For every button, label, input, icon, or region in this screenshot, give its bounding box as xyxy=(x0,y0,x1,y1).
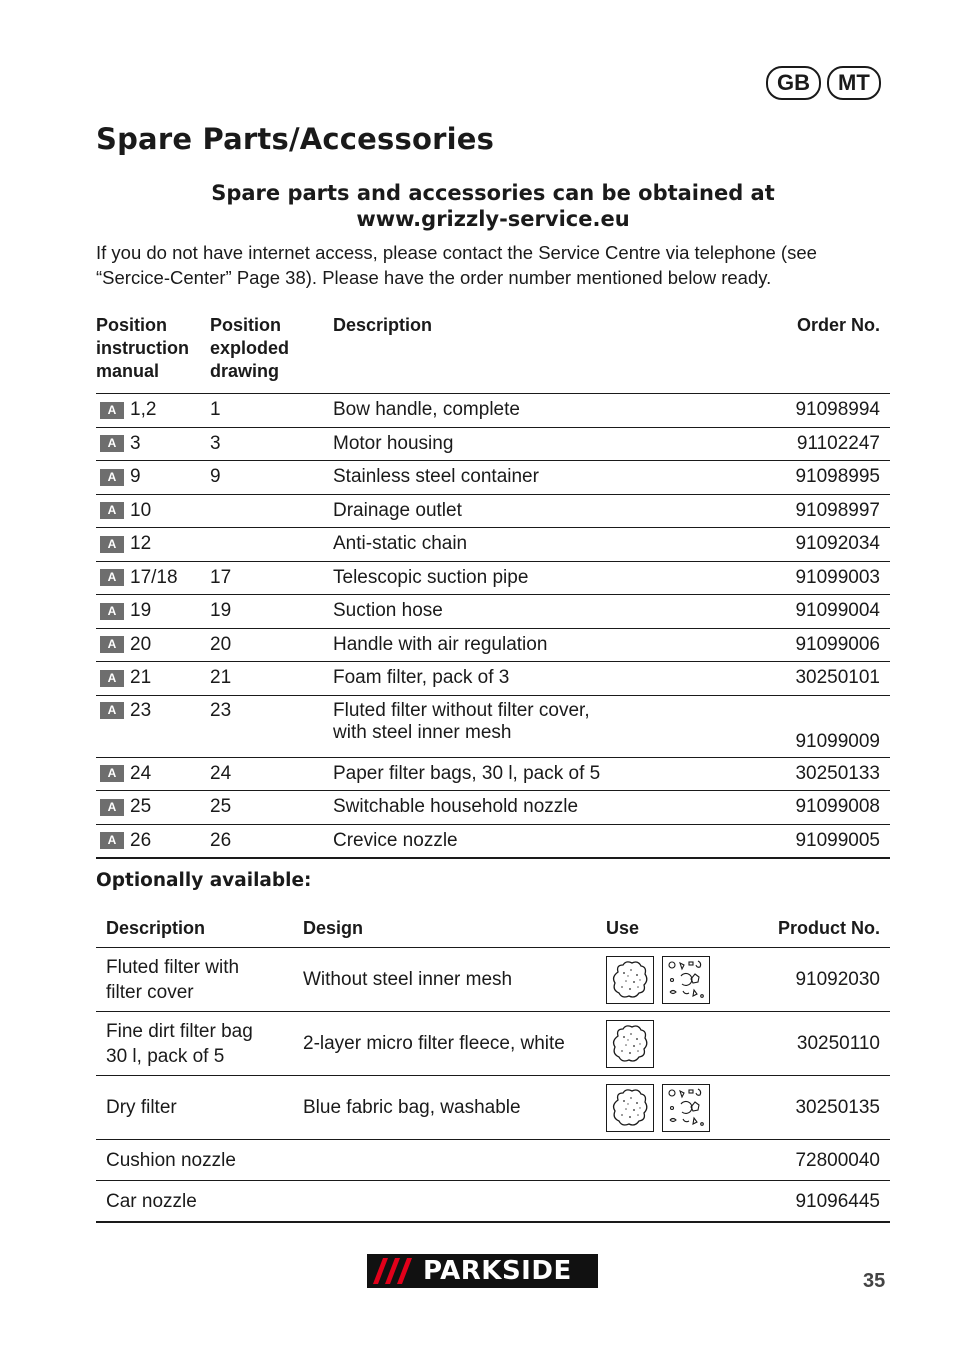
description-line: Switchable household nozzle xyxy=(333,796,579,818)
position-drawing-cell: 20 xyxy=(210,628,333,662)
figure-a-marker: A xyxy=(100,502,124,519)
table-header-row xyxy=(96,918,890,948)
position-drawing-cell: 19 xyxy=(210,595,333,629)
description-cell xyxy=(333,394,713,428)
use-icons xyxy=(606,1084,746,1132)
position-drawing-cell: 3 xyxy=(210,427,333,461)
description-line: Crevice nozzle xyxy=(333,829,458,851)
position-manual-cell xyxy=(96,791,210,825)
position-manual-cell xyxy=(96,695,210,757)
position-manual-value: 25 xyxy=(130,796,152,818)
subheading-line: Spare parts and accessories can be obtained at xyxy=(211,181,775,205)
language-badge-mt: MT xyxy=(827,66,881,100)
table-row xyxy=(96,1140,890,1181)
figure-a-marker: A xyxy=(100,536,124,553)
product-number-cell: 30250135 xyxy=(746,1076,890,1140)
design-cell xyxy=(293,1181,596,1223)
table-row xyxy=(96,528,890,562)
figure-a-marker: A xyxy=(100,603,124,620)
use-cell xyxy=(596,1012,746,1076)
figure-a-marker: A xyxy=(100,569,124,586)
use-cell xyxy=(596,1181,746,1223)
position-manual-cell xyxy=(96,662,210,696)
figure-a-marker: A xyxy=(100,670,124,687)
description-cell xyxy=(333,561,713,595)
description-line: Fluted filter with xyxy=(106,956,240,978)
order-number-cell: 91099004 xyxy=(713,595,890,629)
description-cell xyxy=(333,494,713,528)
table-row xyxy=(96,695,890,757)
position-manual-value: 24 xyxy=(130,762,152,784)
description-cell xyxy=(333,461,713,495)
table-row xyxy=(96,394,890,428)
language-badges xyxy=(766,66,881,100)
position-manual-value: 10 xyxy=(130,499,152,521)
col-header-description: Description xyxy=(333,314,713,394)
col-header-position-drawing: Position exploded drawing xyxy=(210,314,333,394)
table-row xyxy=(96,561,890,595)
dust-icon xyxy=(606,1020,654,1068)
order-number-cell: 91098994 xyxy=(713,394,890,428)
figure-a-marker: A xyxy=(100,702,124,719)
position-manual-value: 12 xyxy=(130,533,152,555)
description-cell xyxy=(333,824,713,858)
brand-name: PARKSIDE xyxy=(423,1256,572,1286)
table-row xyxy=(96,628,890,662)
description-line: Telescopic suction pipe xyxy=(333,566,529,588)
description-cell xyxy=(333,427,713,461)
table-row xyxy=(96,1012,890,1076)
position-drawing-cell xyxy=(210,494,333,528)
design-cell xyxy=(293,1140,596,1181)
design-cell: Without steel inner mesh xyxy=(293,948,596,1012)
position-manual-value: 20 xyxy=(130,633,152,655)
col-header-design: Design xyxy=(293,918,596,948)
description-line: Motor housing xyxy=(333,432,454,454)
table-row xyxy=(96,757,890,791)
description-line: 30 l, pack of 5 xyxy=(106,1045,225,1067)
position-drawing-cell: 24 xyxy=(210,757,333,791)
description-cell xyxy=(333,662,713,696)
description-cell xyxy=(96,1181,293,1223)
position-manual-value: 26 xyxy=(130,829,152,851)
description-line: Car nozzle xyxy=(106,1190,197,1212)
description-cell xyxy=(96,1140,293,1181)
position-manual-cell xyxy=(96,494,210,528)
position-manual-cell xyxy=(96,757,210,791)
description-line: Drainage outlet xyxy=(333,499,462,521)
col-header-position-manual: Position instruction manual xyxy=(96,314,210,394)
description-cell xyxy=(96,948,293,1012)
description-line: Suction hose xyxy=(333,600,443,622)
figure-a-marker: A xyxy=(100,636,124,653)
position-manual-value: 17/18 xyxy=(130,566,178,588)
figure-a-marker: A xyxy=(100,469,124,486)
figure-a-marker: A xyxy=(100,799,124,816)
position-manual-cell xyxy=(96,394,210,428)
position-manual-cell xyxy=(96,595,210,629)
position-manual-cell xyxy=(96,461,210,495)
col-header-product-no: Product No. xyxy=(746,918,890,948)
order-number-cell: 91102247 xyxy=(713,427,890,461)
use-cell xyxy=(596,948,746,1012)
table-row xyxy=(96,948,890,1012)
table-row xyxy=(96,662,890,696)
description-cell xyxy=(96,1012,293,1076)
position-drawing-cell: 9 xyxy=(210,461,333,495)
product-number-cell: 30250110 xyxy=(746,1012,890,1076)
page-title: Spare Parts/Accessories xyxy=(96,122,495,156)
description-line: Fine dirt filter bag xyxy=(106,1020,253,1042)
subheading xyxy=(96,180,890,232)
order-number-cell: 30250133 xyxy=(713,757,890,791)
use-cell xyxy=(596,1076,746,1140)
order-number-cell: 91098995 xyxy=(713,461,890,495)
use-icons xyxy=(606,1020,746,1068)
order-number-cell: 91092034 xyxy=(713,528,890,562)
service-url: www.grizzly-service.eu xyxy=(356,207,630,231)
spare-parts-table xyxy=(96,314,890,859)
table-row xyxy=(96,1076,890,1140)
dust-icon xyxy=(606,956,654,1004)
position-drawing-cell: 21 xyxy=(210,662,333,696)
intro-line: If you do not have internet access, please contact the Service Centre via telephone (see xyxy=(96,242,817,263)
intro-paragraph xyxy=(96,240,890,290)
intro-line: “Sercice-Center” Page 38). Please have the order number mentioned below ready. xyxy=(96,267,772,288)
language-badge-gb: GB xyxy=(766,66,821,100)
page-number: 35 xyxy=(863,1270,886,1292)
table-row xyxy=(96,595,890,629)
table-row xyxy=(96,461,890,495)
order-number-cell: 30250101 xyxy=(713,662,890,696)
description-cell xyxy=(333,757,713,791)
product-number-cell: 72800040 xyxy=(746,1140,890,1181)
logo-stripes-icon xyxy=(367,1254,423,1288)
col-header-use: Use xyxy=(596,918,746,948)
optional-heading: Optionally available: xyxy=(96,870,312,891)
description-line: with steel inner mesh xyxy=(333,721,512,743)
table-row xyxy=(96,791,890,825)
design-cell: 2-layer micro filter fleece, white xyxy=(293,1012,596,1076)
description-line: filter cover xyxy=(106,981,194,1003)
use-icons xyxy=(606,956,746,1004)
position-manual-value: 1,2 xyxy=(130,399,157,421)
table-row xyxy=(96,494,890,528)
description-line: Bow handle, complete xyxy=(333,399,520,421)
position-drawing-cell: 23 xyxy=(210,695,333,757)
dust-icon xyxy=(606,1084,654,1132)
description-line: Cushion nozzle xyxy=(106,1149,236,1171)
order-number-cell: 91099006 xyxy=(713,628,890,662)
table-row xyxy=(96,824,890,858)
order-number-cell: 91099005 xyxy=(713,824,890,858)
description-line: Dry filter xyxy=(106,1097,177,1118)
description-line: Handle with air regulation xyxy=(333,633,548,655)
figure-a-marker: A xyxy=(100,435,124,452)
design-cell: Blue fabric bag, washable xyxy=(293,1076,596,1140)
position-manual-value: 9 xyxy=(130,466,141,488)
position-manual-cell xyxy=(96,528,210,562)
description-line: Stainless steel container xyxy=(333,466,539,488)
col-header-description: Description xyxy=(96,918,293,948)
position-manual-value: 3 xyxy=(130,432,141,454)
product-number-cell: 91096445 xyxy=(746,1181,890,1223)
description-line: Anti-static chain xyxy=(333,533,468,555)
description-line: Fluted filter without filter cover, xyxy=(333,699,590,721)
description-line: Foam filter, pack of 3 xyxy=(333,667,510,689)
position-manual-cell xyxy=(96,824,210,858)
position-manual-value: 23 xyxy=(130,699,152,721)
figure-a-marker: A xyxy=(100,832,124,849)
description-cell xyxy=(333,595,713,629)
description-cell xyxy=(333,695,713,757)
position-drawing-cell: 25 xyxy=(210,791,333,825)
position-manual-cell xyxy=(96,427,210,461)
description-cell xyxy=(333,628,713,662)
position-drawing-cell xyxy=(210,528,333,562)
order-number-cell: 91099003 xyxy=(713,561,890,595)
position-drawing-cell: 1 xyxy=(210,394,333,428)
order-number-cell: 91099009 xyxy=(713,695,890,757)
product-number-cell: 91092030 xyxy=(746,948,890,1012)
order-number-cell: 91098997 xyxy=(713,494,890,528)
description-line: Paper filter bags, 30 l, pack of 5 xyxy=(333,762,601,784)
description-cell xyxy=(96,1076,293,1140)
description-cell xyxy=(333,791,713,825)
order-number-cell: 91099008 xyxy=(713,791,890,825)
debris-icon xyxy=(662,956,710,1004)
col-header-order-no: Order No. xyxy=(713,314,890,394)
table-header-row xyxy=(96,314,890,394)
debris-icon xyxy=(662,1084,710,1132)
table-row xyxy=(96,427,890,461)
figure-a-marker: A xyxy=(100,402,124,419)
optional-table xyxy=(96,918,890,1223)
table-row xyxy=(96,1181,890,1223)
position-manual-value: 19 xyxy=(130,600,152,622)
parkside-logo xyxy=(367,1254,598,1288)
position-drawing-cell: 26 xyxy=(210,824,333,858)
position-manual-value: 21 xyxy=(130,667,152,689)
position-manual-cell xyxy=(96,628,210,662)
description-cell xyxy=(333,528,713,562)
position-manual-cell xyxy=(96,561,210,595)
position-drawing-cell: 17 xyxy=(210,561,333,595)
use-cell xyxy=(596,1140,746,1181)
figure-a-marker: A xyxy=(100,765,124,782)
